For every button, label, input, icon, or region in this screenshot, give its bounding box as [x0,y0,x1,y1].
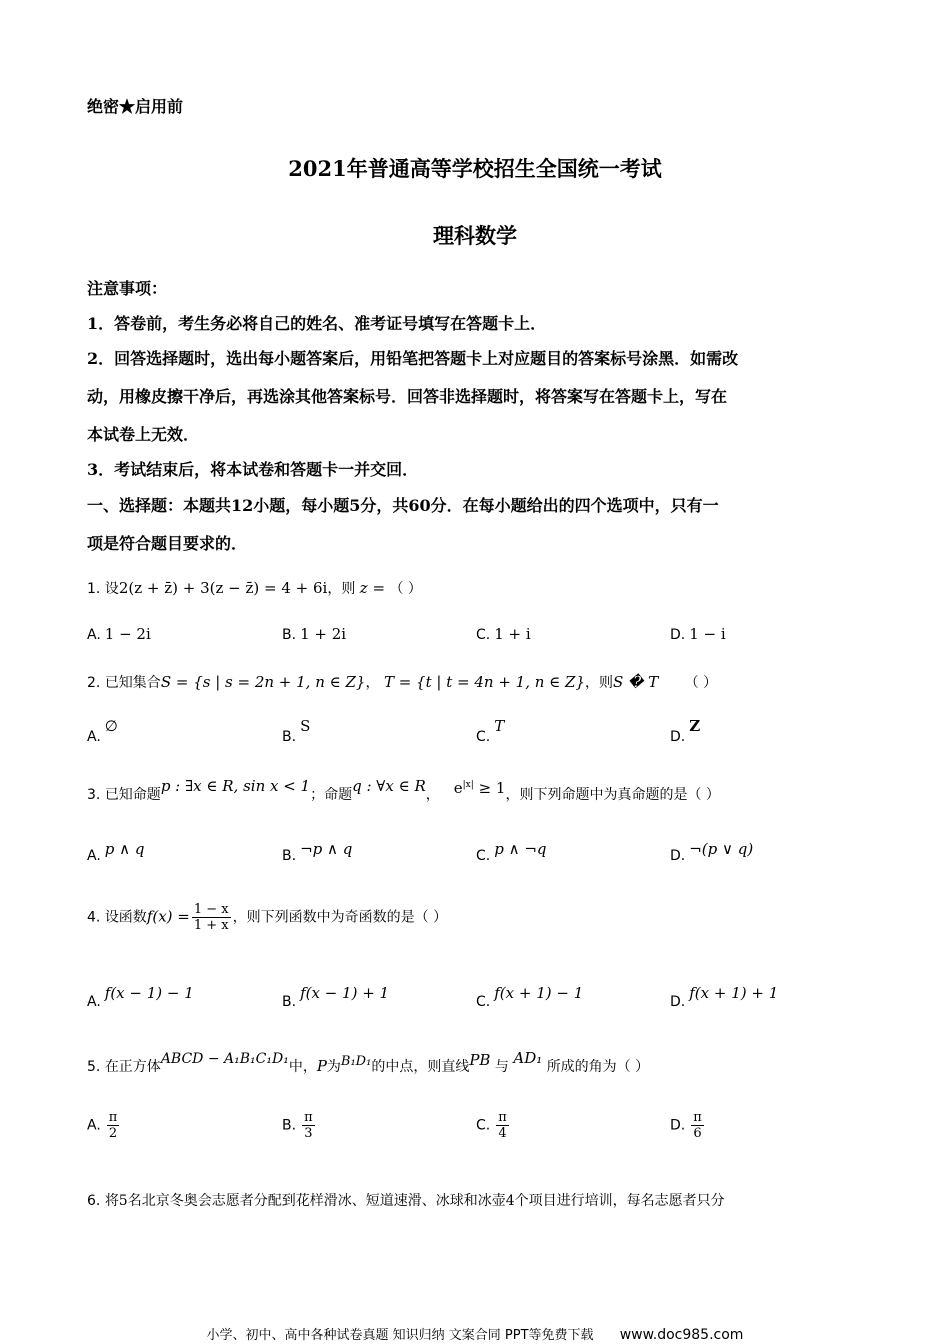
set-s: S = {s | s = 2n + 1, n ∈ Z} [160,673,366,691]
separator: ， [365,675,380,691]
note-3: 3．考试结束后，将本试卷和答题卡一并交回． [87,460,419,479]
question-text: 已知集合 [104,675,161,691]
exam-title: 2021年普通高等学校招生全国统一考试 [288,156,662,181]
answer-bracket: （ ） [389,581,422,597]
footer-link[interactable]: www.doc985.com [619,1327,744,1343]
cube-name: ABCD − A₁B₁C₁D₁ [160,1051,289,1067]
question-text: 的中点，则直线 [371,1059,470,1075]
question-text: ，则 [585,675,613,691]
question-4 [87,902,447,933]
question-number: 4. [87,909,101,926]
q1-option-a[interactable]: A. 1 − 2i [87,625,151,643]
q4-option-c[interactable]: C. f(x + 1) − 1 [476,984,584,1010]
q4-option-a[interactable]: A. f(x − 1) − 1 [87,984,194,1010]
q1-option-b[interactable]: B. 1 + 2i [282,625,347,643]
q3-option-d[interactable]: D. ¬(p ∨ q) [670,840,754,864]
question-number: 5. [87,1059,101,1075]
question-text: ；命题 [310,787,353,803]
note-2-line-1: 2．回答选择题时，选出每小题答案后，用铅笔把答题卡上对应题目的答案标号涂黑．如需改 [87,349,739,368]
question-number: 2. [87,675,101,691]
section-heading-line-2: 项是符合题目要求的． [87,534,248,553]
footer [0,1324,950,1343]
set-t: T = {t | t = 4n + 1, n ∈ Z} [383,673,585,691]
segment: B₁D₁ [340,1054,372,1069]
answer-bracket: （ ） [684,675,718,691]
question-text: 在正方体 [104,1059,161,1075]
question-number: 6. [87,1193,101,1209]
separator: ， [425,787,440,803]
q1-option-c[interactable]: C. 1 + i [476,625,531,643]
footer-text: 小学、初中、高中各种试卷真题 知识归纳 文案合同 PPT等免费下载 [206,1328,594,1343]
q3-option-b[interactable]: B. ¬p ∧ q [282,840,353,864]
fraction: $\frac{1 - x}{1 + x}$ [193,902,229,933]
question-text: 所成的角为（ ） [546,1059,650,1075]
question-text: ，则下列命题中为真命题的是（ ） [505,787,720,803]
exponential: $e^{|x|} \ge 1$ [453,779,506,797]
note-1: 1．答卷前，考生务必将自己的姓名、准考证号填写在答题卡上． [87,314,547,333]
q4-option-b[interactable]: B. f(x − 1) + 1 [282,984,390,1010]
note-2-line-2: 动，用橡皮擦干净后，再选涂其他答案标号．回答非选择题时，将答案写在答题卡上，写在 [87,387,728,406]
q4-option-d[interactable]: D. f(x + 1) + 1 [670,984,779,1010]
question-3 [87,777,720,804]
line-ad1: AD₁ [513,1049,543,1067]
question-1 [87,578,422,598]
confidential-label: 绝密★启用前 [87,97,184,116]
question-text: 将5名北京冬奥会志愿者分配到花样滑冰、短道速滑、冰球和冰壶4个项目进行培训，每名志愿者只分 [104,1193,725,1209]
question-text: 与 [494,1059,509,1075]
subject-title: 理科数学 [433,223,517,248]
q2-option-c[interactable]: C.T [476,717,505,745]
question-text: 中， [288,1059,317,1075]
set-expression: S � T [613,673,659,691]
q5-option-d[interactable]: D. $\frac{\pi}{6}$ [670,1110,702,1141]
function-name: f(x) = [146,907,190,926]
question-text: 为 [326,1059,341,1075]
question-6 [87,1190,725,1210]
question-text: 已知命题 [104,787,161,803]
point-p: P [316,1057,327,1075]
question-text: ，则下列函数中为奇函数的是（ ） [232,909,448,926]
q5-option-a[interactable]: A. $\frac{\pi}{2}$ [87,1110,118,1141]
q5-option-c[interactable]: C. $\frac{\pi}{4}$ [476,1110,507,1141]
variable: z = [359,579,386,597]
line-pb: PB [469,1051,491,1069]
notes-heading: 注意事项： [87,279,168,298]
q1-option-d[interactable]: D. 1 − i [670,625,726,643]
proposition-q: q : ∀x ∈ R [352,777,426,795]
question-text: ，则 [327,581,356,597]
q5-option-b[interactable]: B. $\frac{\pi}{3}$ [282,1110,313,1141]
section-heading-line-1: 一、选择题：本题共12小题，每小题5分，共60分．在每小题给出的四个选项中，只有一 [87,496,719,515]
equation: 2(z + z̄) + 3(z − z̄) = 4 + 6i [118,579,328,597]
q3-option-c[interactable]: C. p ∧ ¬q [476,840,547,864]
q3-option-a[interactable]: A. p ∧ q [87,840,145,864]
q2-option-b[interactable]: B.S [282,717,311,745]
question-2 [87,672,717,692]
note-2-line-3: 本试卷上无效． [87,425,200,444]
question-text: 设函数 [104,909,147,926]
question-number: 3. [87,787,101,803]
q2-option-a[interactable]: A.∅ [87,717,118,745]
q2-option-d[interactable]: D.Z [670,717,701,745]
question-5 [87,1049,650,1076]
proposition-p: p : ∃x ∈ R, sin x < 1 [160,777,311,795]
question-number: 1. [87,581,101,597]
question-text: 设 [104,581,119,597]
